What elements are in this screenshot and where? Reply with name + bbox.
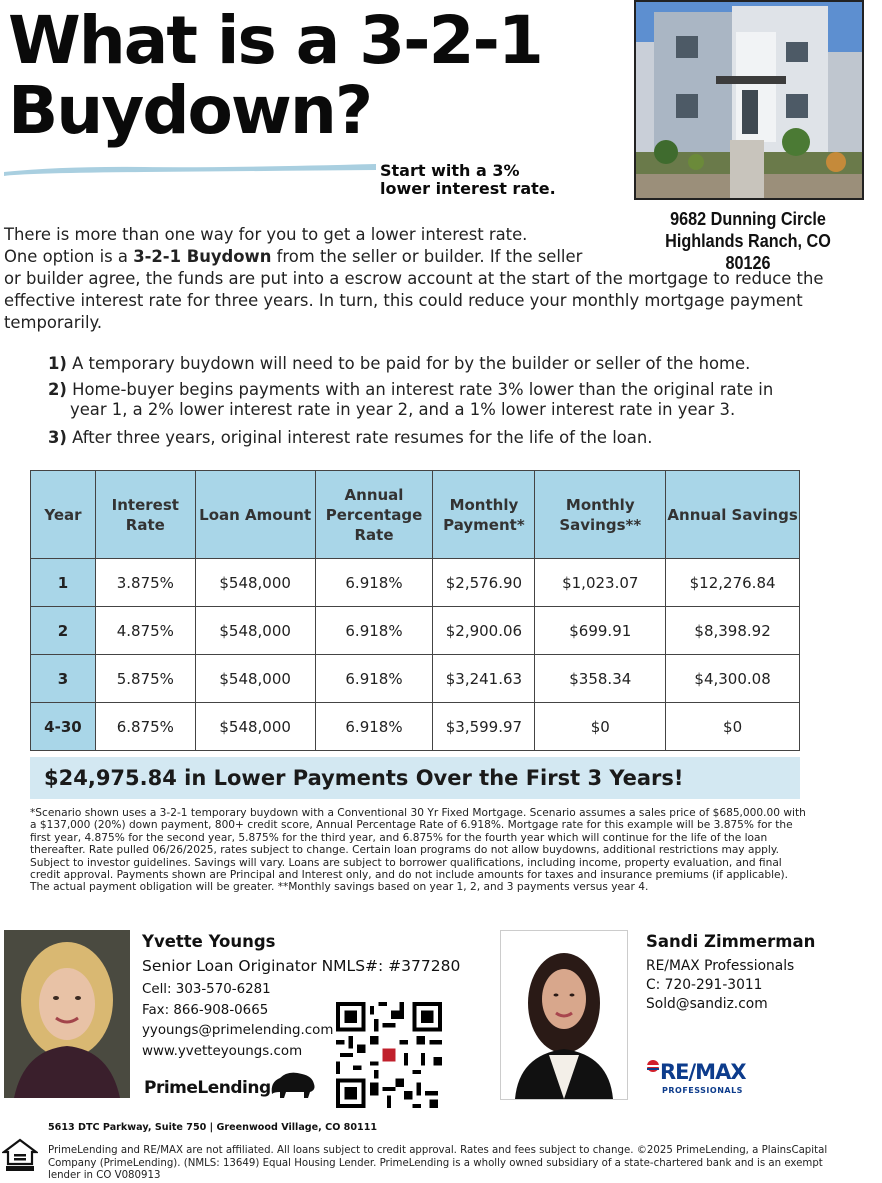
intro-line-2 [4,246,624,268]
step-number: 1) [48,354,67,373]
column-header: Loan Amount [195,471,315,559]
lender-email: yyoungs@primelending.com [142,1023,334,1038]
table-cell: 6.918% [315,703,433,751]
brush-stroke-underline [4,160,376,176]
table-header-row [31,471,800,559]
table-cell: $699.91 [535,607,666,655]
table-cell: $548,000 [195,607,315,655]
step-text-continued: year 1, a 2% lower interest rate in year 2, and a 1% lower interest rate in year 3. [70,400,736,419]
column-header: Year [31,471,96,559]
table-cell: $2,576.90 [433,559,535,607]
table-cell: 5.875% [95,655,195,703]
disclaimer-fine-print: *Scenario shown uses a 3-2-1 temporary buydown with a Conventional 30 Yr Fixed Mortgage. Scenario assumes a sales price of $685,000.00 with a $137,000 (20%) down payment, 800+ credit score, Annual Percentage Rate of 6.918%. Mortgage rate for this example will be 3.875% for the first year, 4.875% for the second year, 5.875% for the third year, and 6.875% for the fourth year which will continue for the life of the loan thereafter. Rate pulled 06/26/2025, rates subject to change. Certain loan programs do not allow buydowns, additional restrictions may apply. Subject to investor guidelines. Savings will vary. Loans are subject to borrower qualifications, including income, property evaluation, and final credit approval. Payments shown are Principal and Interest only, and do not include amounts for taxes and insurance premiums (if applicable). The actual payment obligation will be greater. **Monthly savings based on year 1, 2, and 3 payments versus year 4. [30,807,806,894]
table-row [31,703,800,751]
table-cell: $12,276.84 [666,559,800,607]
table-cell: $548,000 [195,703,315,751]
intro-continued: or builder agree, the funds are put into a escrow account at the start of the mortgage to reduce the effective interest rate for three years. In turn, this could reduce your monthly mortgage payment temporarily. [4,269,824,332]
address-street: 9682 Dunning Circle [670,209,826,229]
intro-bold-term: 3-2-1 Buydown [133,247,272,266]
table-cell: $3,599.97 [433,703,535,751]
page-title [8,2,542,149]
step-2 [48,380,808,420]
table-cell: $548,000 [195,655,315,703]
column-header: Monthly Payment* [433,471,535,559]
intro-line-1: There is more than one way for you to get a lower interest rate. [4,225,528,244]
step-number: 3) [48,428,67,447]
intro-paragraph [4,224,624,268]
remax-logo-text: RE/MAX [660,1060,746,1084]
table-cell: $548,000 [195,559,315,607]
property-address [644,208,853,274]
lender-fax: Fax: 866-908-0665 [142,1002,269,1018]
table-cell: $2,900.06 [433,607,535,655]
lender-website: www.yvetteyoungs.com [142,1043,303,1059]
table-cell: $8,398.92 [666,607,800,655]
remax-logo-subtext: PROFESSIONALS [662,1086,743,1095]
lender-contact [142,980,333,1062]
table-cell: 6.918% [315,607,433,655]
bison-icon [268,1068,318,1100]
table-cell: 3.875% [95,559,195,607]
agent-name: Sandi Zimmerman [646,932,816,951]
step-text: After three years, original interest rate resumes for the life of the loan. [66,428,653,447]
intro-text: from the seller or builder. If the seller [271,247,583,266]
table-cell: $3,241.63 [433,655,535,703]
table-cell-year: 2 [31,607,96,655]
savings-banner: $24,975.84 in Lower Payments Over the First 3 Years! [30,757,800,799]
primelending-logo-text: PrimeLending [144,1078,271,1098]
table-cell-year: 1 [31,559,96,607]
remax-logo [646,1056,756,1100]
table-cell: 6.918% [315,655,433,703]
table-cell: $1,023.07 [535,559,666,607]
house-photo [634,0,864,200]
footer-disclaimer: PrimeLending and RE/MAX are not affiliated. All loans subject to credit approval. Rates and fees subject to change. ©2025 PrimeLending, a PlainsCapital Company (PrimeLending). (NMLS: 13649) Equal Housing Lender. PrimeLending is a wholly owned subsidiary of a state-chartered bank and is an exempt lender in CO V080913 [48,1145,828,1182]
title-line-2: Buydown? [8,72,372,149]
column-header: Monthly Savings** [535,471,666,559]
table-cell: $358.34 [535,655,666,703]
agent-company: RE/MAX Professionals [646,958,795,974]
table-cell: 6.918% [315,559,433,607]
lender-name: Yvette Youngs [142,932,276,951]
qr-code [336,1002,442,1108]
title-line-1: What is a 3-2-1 [8,2,542,79]
tagline [380,162,556,198]
house-illustration [636,2,862,198]
office-address: 5613 DTC Parkway, Suite 750 | Greenwood Village, CO 80111 [48,1122,378,1133]
intro-text: One option is a [4,247,134,266]
table-cell: $0 [666,703,800,751]
buydown-table [30,470,800,751]
steps-list [48,354,808,454]
column-header: Interest Rate [95,471,195,559]
table-cell: 4.875% [95,607,195,655]
table-cell-year: 3 [31,655,96,703]
lender-title: Senior Loan Originator NMLS#: #377280 [142,957,461,975]
table-cell-year: 4-30 [31,703,96,751]
table-cell: $0 [535,703,666,751]
balloon-icon [646,1060,660,1074]
primelending-logo [144,1068,324,1104]
step-text: Home-buyer begins payments with an interest rate 3% lower than the original rate in [66,380,774,399]
agent-phone: C: 720-291-3011 [646,977,763,993]
step-number: 2) [48,380,67,399]
table-row [31,655,800,703]
lender-headshot [4,930,130,1098]
agent-email: Sold@sandiz.com [646,996,768,1012]
tagline-line-2: lower interest rate. [380,179,556,198]
table-row [31,607,800,655]
address-city: Highlands Ranch, CO 80126 [665,231,831,273]
step-text: A temporary buydown will need to be paid for by the builder or seller of the home. [66,354,751,373]
equal-housing-lender-icon [2,1138,38,1172]
table-cell: 6.875% [95,703,195,751]
agent-contact [646,957,794,1014]
table-cell: $4,300.08 [666,655,800,703]
step-1 [48,354,808,374]
lender-cell: Cell: 303-570-6281 [142,982,271,997]
tagline-line-1: Start with a 3% [380,161,520,180]
table-row [31,559,800,607]
step-3 [48,428,808,448]
column-header: Annual Savings [666,471,800,559]
agent-headshot [500,930,628,1100]
column-header: Annual Percentage Rate [315,471,433,559]
